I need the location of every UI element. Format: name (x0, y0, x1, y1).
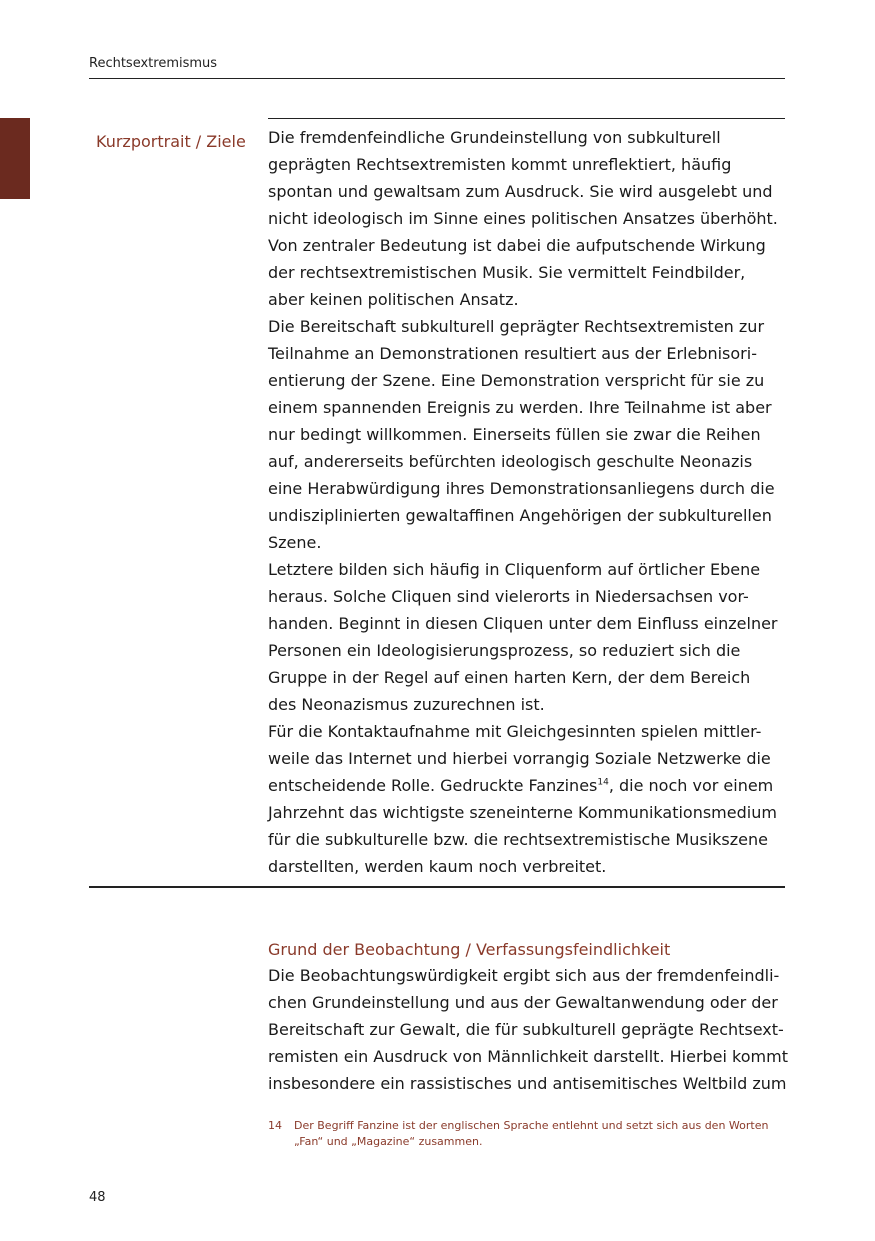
text-line: einem spannenden Ereignis zu werden. Ihre Teilnahme ist aber (268, 398, 772, 417)
portrait-box-label: Kurzportrait / Ziele (96, 132, 246, 151)
text-line: darstellten, werden kaum noch verbreitet. (268, 857, 607, 876)
footnote (268, 1118, 788, 1150)
text-line: remisten ein Ausdruck von Männlichkeit darstellt. Hierbei kommt (268, 1047, 788, 1066)
section-heading: Grund der Beobachtung / Verfassungsfeindlichkeit (268, 940, 671, 959)
text-line: eine Herabwürdigung ihres Demonstrationsanliegens durch die (268, 479, 775, 498)
text-line: Teilnahme an Demonstrationen resultiert aus der Erlebnisori- (268, 344, 757, 363)
paragraph (268, 962, 788, 1097)
text-line: Die fremdenfeindliche Grundeinstellung von subkulturell (268, 128, 721, 147)
footnote-reference[interactable]: 14 (597, 777, 609, 788)
text-line: auf, andererseits befürchten ideologisch geschulte Neonazis (268, 452, 753, 471)
text-line: entscheidende Rolle. Gedruckte Fanzines (268, 776, 598, 795)
text-line: Für die Kontaktaufnahme mit Gleichgesinnten spielen mittler- (268, 722, 762, 741)
text-line: geprägten Rechtsextremisten kommt unreflektiert, häufig (268, 155, 732, 174)
portrait-box-top-rule (268, 118, 785, 119)
footnote-line: Der Begriff Fanzine ist der englischen Sprache entlehnt und setzt sich aus den Worten (294, 1119, 769, 1132)
text-line: chen Grundeinstellung und aus der Gewaltanwendung oder der (268, 993, 778, 1012)
text-line: insbesondere ein rassistisches und antisemitisches Weltbild zum (268, 1074, 787, 1093)
text-line: weile das Internet und hierbei vorrangig Soziale Netzwerke die (268, 749, 771, 768)
text-line: handen. Beginnt in diesen Cliquen unter dem Einfluss einzelner (268, 614, 778, 633)
portrait-box-text (268, 124, 788, 880)
text-line: Von zentraler Bedeutung ist dabei die aufputschende Wirkung (268, 236, 766, 255)
text-line: entierung der Szene. Eine Demonstration verspricht für sie zu (268, 371, 765, 390)
text-line: Jahrzehnt das wichtigste szeneinterne Kommunikationsmedium (268, 803, 777, 822)
footnote-number: 14 (268, 1119, 282, 1132)
text-line: heraus. Solche Cliquen sind vielerorts in Niedersachsen vor- (268, 587, 749, 606)
portrait-box-bottom-rule (89, 886, 785, 888)
text-line: des Neonazismus zuzurechnen ist. (268, 695, 545, 714)
text-line: , die noch vor einem (608, 776, 774, 795)
footnote-line: „Fan“ und „Magazine“ zusammen. (294, 1135, 483, 1148)
paragraph (268, 718, 788, 880)
chapter-side-tab (0, 118, 30, 199)
text-line: Bereitschaft zur Gewalt, die für subkulturell geprägte Rechtsext- (268, 1020, 784, 1039)
text-line: undisziplinierten gewaltaffinen Angehörigen der subkulturellen (268, 506, 772, 525)
running-head-title: Rechtsextremismus (89, 56, 218, 71)
text-line: Szene. (268, 533, 322, 552)
page-number: 48 (89, 1190, 106, 1205)
footnote-text (294, 1118, 788, 1150)
text-line: nicht ideologisch im Sinne eines politischen Ansatzes überhöht. (268, 209, 778, 228)
text-line: Letztere bilden sich häufig in Cliquenform auf örtlicher Ebene (268, 560, 761, 579)
text-line: für die subkulturelle bzw. die rechtsextremistische Musikszene (268, 830, 768, 849)
section-body (268, 962, 788, 1097)
text-line: der rechtsextremistischen Musik. Sie vermittelt Feindbilder, (268, 263, 746, 282)
paragraph (268, 313, 788, 556)
text-line: Gruppe in der Regel auf einen harten Kern, der dem Bereich (268, 668, 751, 687)
paragraph (268, 124, 788, 313)
header-divider (89, 78, 785, 79)
text-line: Die Bereitschaft subkulturell geprägter Rechtsextremisten zur (268, 317, 765, 336)
text-line: Die Beobachtungswürdigkeit ergibt sich aus der fremdenfeindli- (268, 966, 780, 985)
text-line: spontan und gewaltsam zum Ausdruck. Sie wird ausgelebt und (268, 182, 773, 201)
text-line: nur bedingt willkommen. Einerseits füllen sie zwar die Reihen (268, 425, 761, 444)
text-line: aber keinen politischen Ansatz. (268, 290, 519, 309)
text-line: Personen ein Ideologisierungsprozess, so reduziert sich die (268, 641, 741, 660)
paragraph (268, 556, 788, 718)
